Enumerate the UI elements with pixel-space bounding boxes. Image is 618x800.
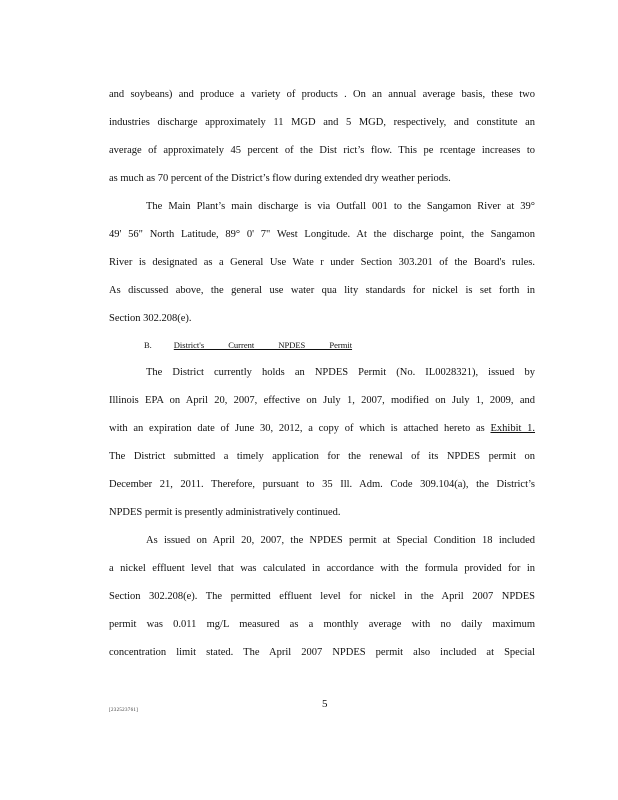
body-line: and soybeans) and produce a variety of products . On an annual average basis, these two xyxy=(109,89,535,100)
body-line: Illinois EPA on April 20, 2007, effective on July 1, 2007, modified on July 1, 2009, and xyxy=(109,395,535,406)
body-line: The District currently holds an NPDES Permit (No. IL0028321), issued by xyxy=(146,367,535,378)
body-line: NPDES permit is presently administratively continued. xyxy=(109,507,341,518)
page-number: 5 xyxy=(322,698,328,710)
exhibit-link[interactable]: Exhibit 1. xyxy=(490,423,536,434)
body-line: a nickel effluent level that was calculated in accordance with the formula provided for in xyxy=(109,563,535,574)
section-title: District's Current NPDES Permit xyxy=(173,340,353,350)
section-heading xyxy=(144,339,353,351)
body-line: Section 302.208(e). xyxy=(109,313,192,324)
body-line: As issued on April 20, 2007, the NPDES permit at Special Condition 18 included xyxy=(146,535,535,546)
footer-doc-code: [232523761] xyxy=(109,708,139,713)
section-letter: B. xyxy=(144,340,152,350)
body-line: The District submitted a timely application for the renewal of its NPDES permit on xyxy=(109,451,535,462)
body-line: concentration limit stated. The April 2007 NPDES permit also included at Special xyxy=(109,647,535,658)
body-line: The Main Plant’s main discharge is via Outfall 001 to the Sangamon River at 39° xyxy=(146,201,535,212)
body-line: As discussed above, the general use water qua lity standards for nickel is set forth in xyxy=(109,285,535,296)
body-line-text: with an expiration date of June 30, 2012, a copy of which is attached hereto as xyxy=(109,423,485,434)
body-line: permit was 0.011 mg/L measured as a monthly average with no daily maximum xyxy=(109,619,535,630)
body-line: average of approximately 45 percent of the Dist rict’s flow. This pe rcentage increases to xyxy=(109,145,535,156)
body-line xyxy=(109,422,535,436)
body-line: 49' 56" North Latitude, 89° 0' 7" West Longitude. At the discharge point, the Sangamon xyxy=(109,229,535,240)
body-line: Section 302.208(e). The permitted effluent level for nickel in the April 2007 NPDES xyxy=(109,591,535,602)
body-line: as much as 70 percent of the District’s flow during extended dry weather periods. xyxy=(109,173,451,184)
body-line: December 21, 2011. Therefore, pursuant to 35 Ill. Adm. Code 309.104(a), the District’s xyxy=(109,479,535,490)
body-line: River is designated as a General Use Wate r under Section 303.201 of the Board's rules. xyxy=(109,257,535,268)
body-line: industries discharge approximately 11 MGD and 5 MGD, respectively, and constitute an xyxy=(109,117,535,128)
